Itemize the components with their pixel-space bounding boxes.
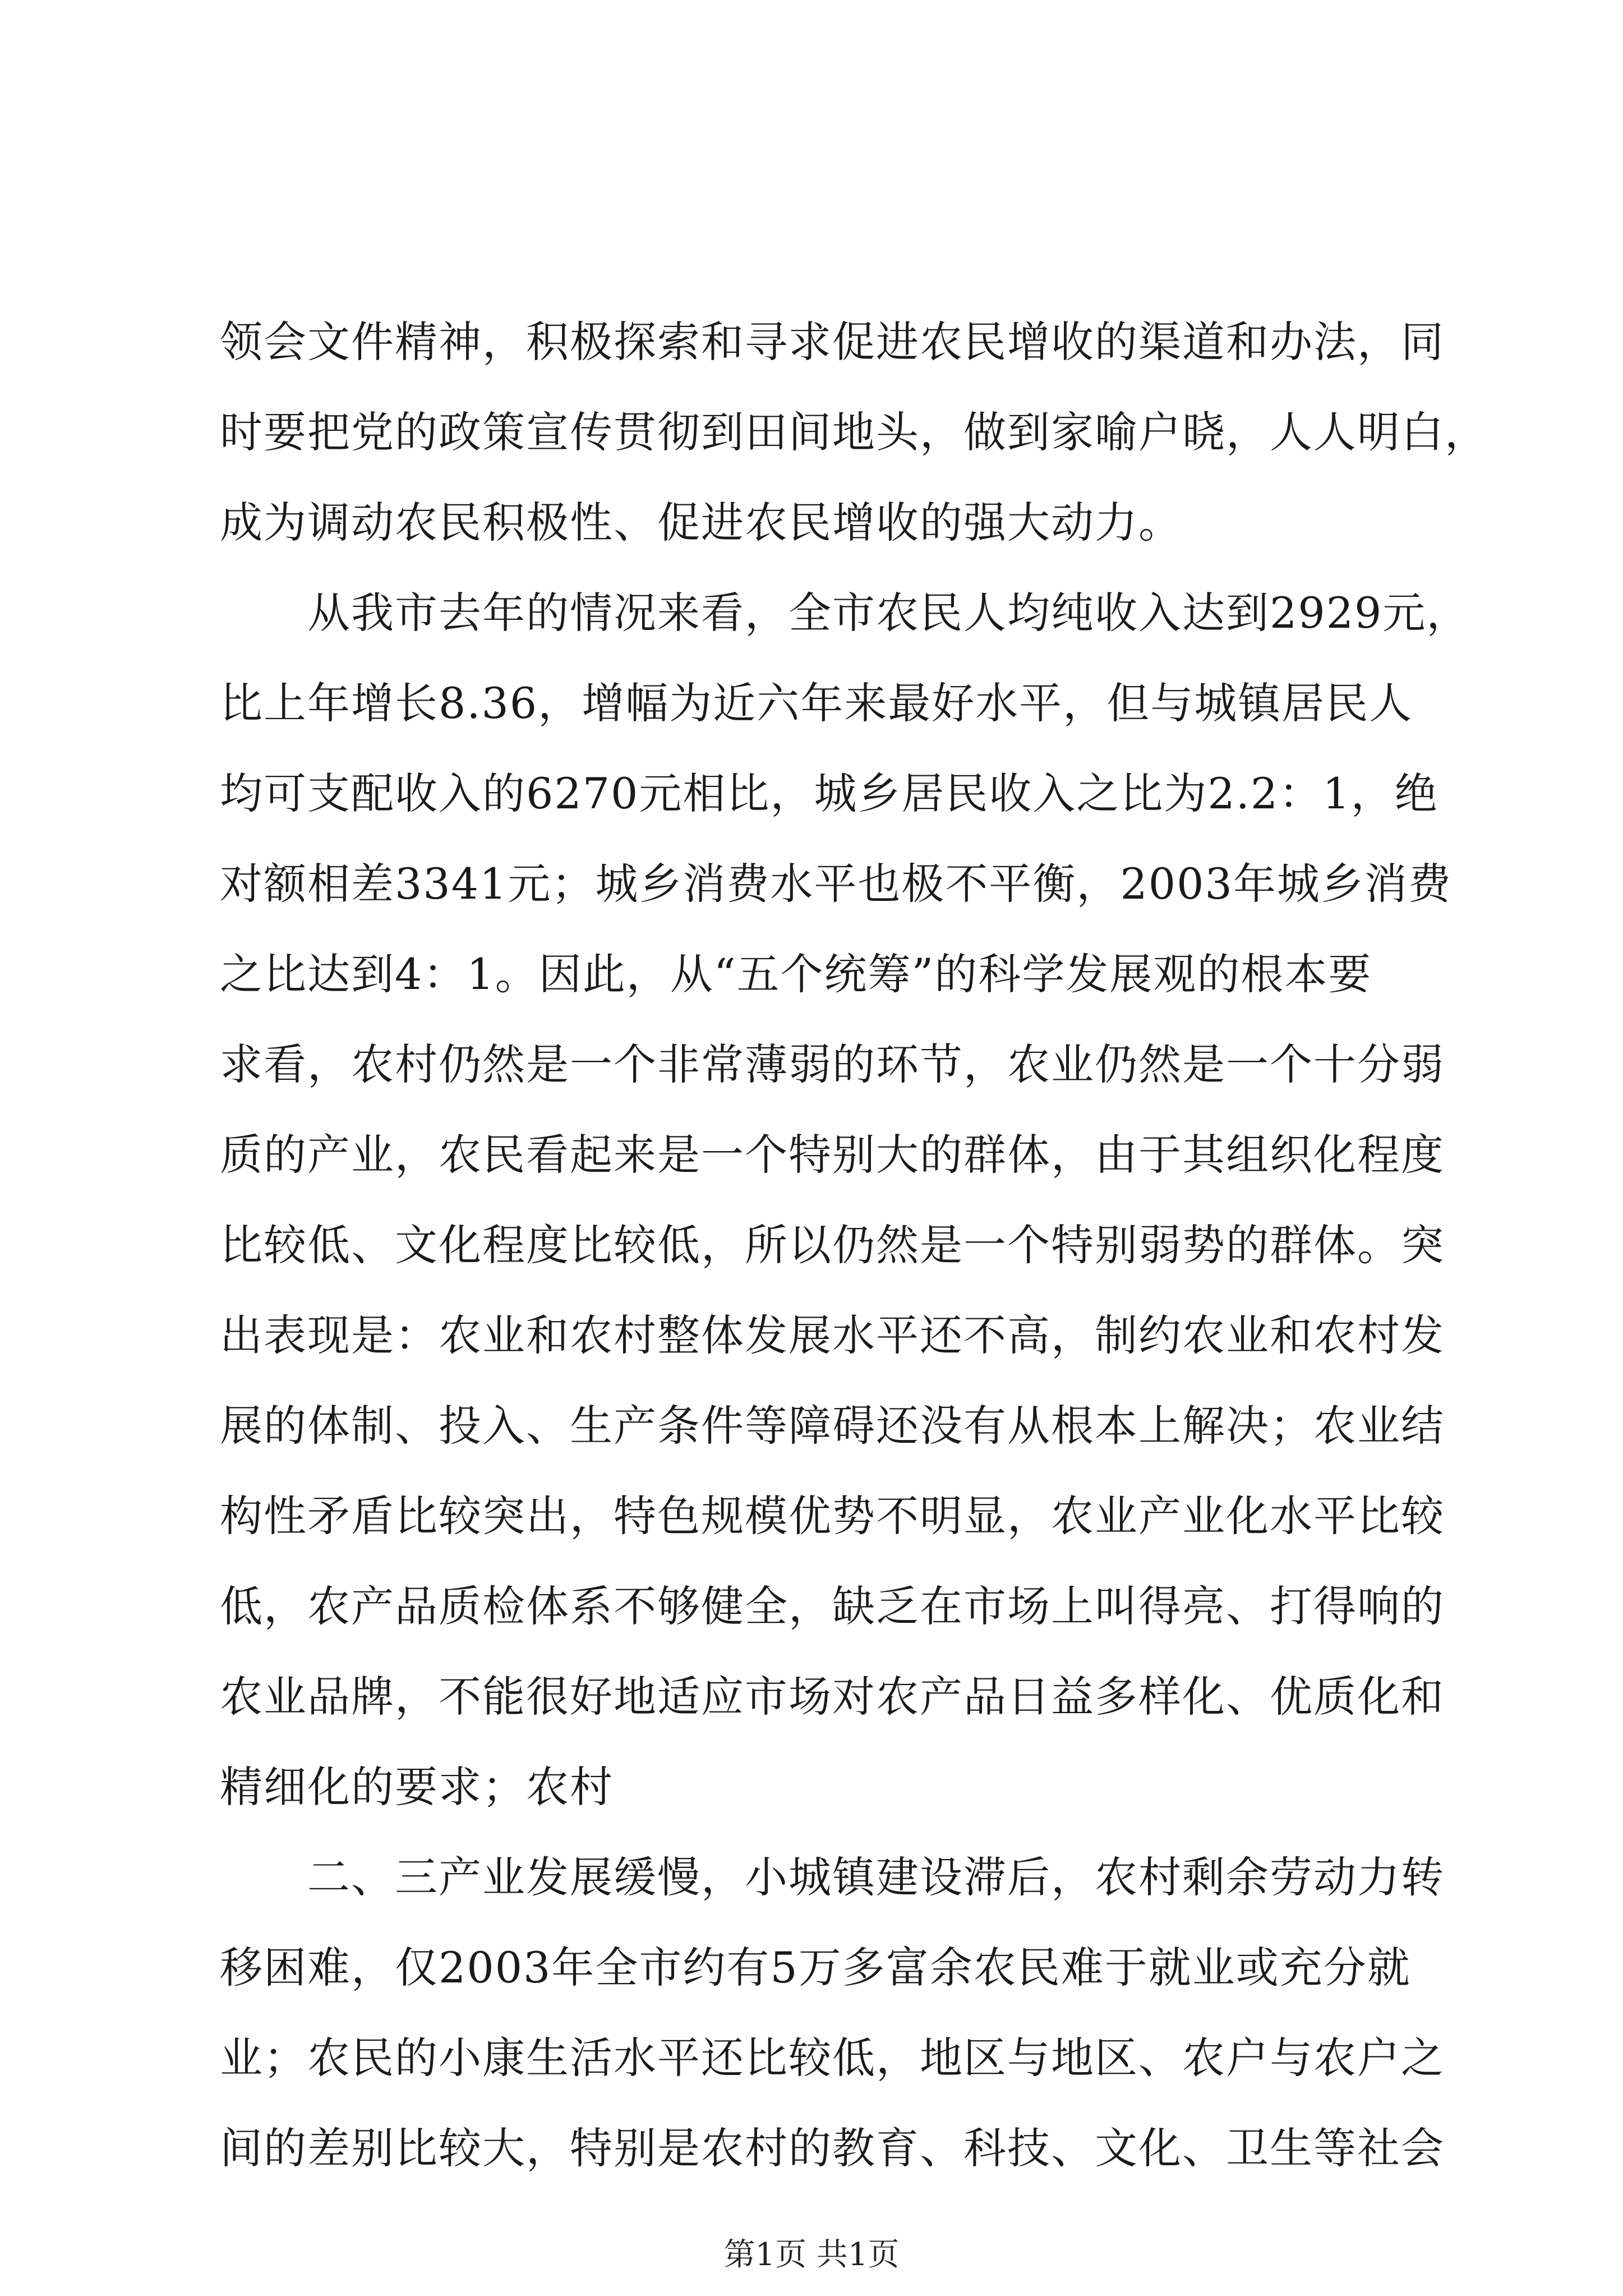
text-line: 时要把党的政策宣传贯彻到田间地头，做到家喻户晓，人人明白， [220,407,1488,457]
text-line: 比上年增长8.36，增幅为近六年来最好水平，但与城镇居民人 [220,678,1413,728]
text-line: 成为调动农民积极性、促进农民增收的强大动力。 [220,498,1182,547]
text-line: 从我市去年的情况来看，全市农民人均纯收入达到2929元， [220,588,1470,638]
text-line: 业；农民的小康生活水平还比较低，地区与地区、农户与农户之 [220,2033,1445,2083]
text-line: 领会文件精神，积极探索和寻求促进农民增收的渠道和办法，同 [220,317,1445,367]
text-line: 均可支配收入的6270元相比，城乡居民收入之比为2.2：1，绝 [220,769,1438,818]
text-line: 低，农产品质检体系不够健全，缺乏在市场上叫得亮、打得响的 [220,1581,1445,1631]
text-line: 求看，农村仍然是一个非常薄弱的环节，农业仍然是一个十分弱 [220,1039,1445,1089]
text-line: 展的体制、投入、生产条件等障碍还没有从根本上解决；农业结 [220,1401,1445,1451]
text-line: 间的差别比较大，特别是农村的教育、科技、文化、卫生等社会 [220,2123,1445,2173]
text-line: 精细化的要求；农村 [220,1762,614,1812]
text-line: 出表现是：农业和农村整体发展水平还不高，制约农业和农村发 [220,1310,1445,1360]
page-footer: 第1页 共1页 [723,2237,900,2273]
text-line: 比较低、文化程度比较低，所以仍然是一个特别弱势的群体。突 [220,1220,1445,1270]
text-line: 之比达到4：1。因此，从“五个统筹”的科学发展观的根本要 [220,949,1372,999]
text-line: 移困难，仅2003年全市约有5万多富余农民难于就业或充分就 [220,1943,1411,1993]
text-line: 对额相差3341元；城乡消费水平也极不平衡，2003年城乡消费 [220,859,1452,909]
text-line: 质的产业，农民看起来是一个特别大的群体，由于其组织化程度 [220,1130,1445,1180]
text-line: 农业品牌，不能很好地适应市场对农产品日益多样化、优质化和 [220,1672,1445,1722]
text-line: 构性矛盾比较突出，特色规模优势不明显，农业产业化水平比较 [220,1491,1445,1541]
text-line: 二、三产业发展缓慢，小城镇建设滞后，农村剩余劳动力转 [220,1852,1445,1902]
